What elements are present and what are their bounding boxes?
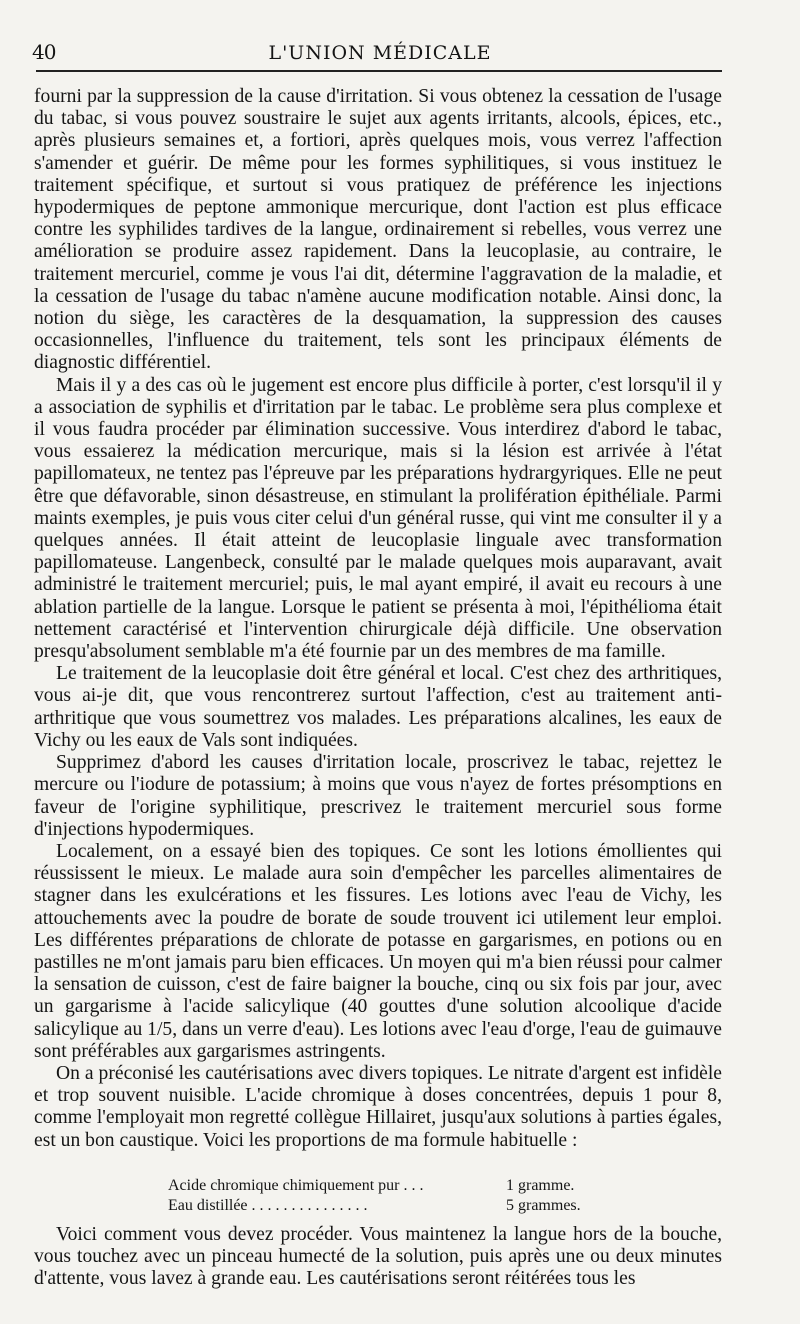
paragraph: Le traitement de la leucoplasie doit être général et local. C'est chez des arthritiques, vous ai-je dit, que vous rencontrerez surtout l'affection, c'est au traitement anti-arthritique que vous soumettrez vos malades. Les préparations alcalines, les eaux de Vichy ou les eaux de Vals sont indiquées. — [34, 663, 722, 751]
header-rule — [36, 70, 722, 72]
page-number: 40 — [32, 40, 56, 64]
formula-row — [168, 1176, 598, 1196]
paragraph: fourni par la suppression de la cause d'irritation. Si vous obtenez la cessation de l'usage du tabac, si vous pouvez soustraire le sujet aux agents irritants, alcools, épices, etc., après plusieurs semaines et, a fortiori, après quelques mois, vous verrez l'affection s'amender et guérir. De même pour les formes syphilitiques, si vous instituez le traitement spécifique, et surtout si vous pratiquez de préférence les injections hypodermiques de peptone ammonique mercurique, dont l'action est plus efficace contre les syphilides tardives de la langue, ordinairement si rebelles, vous verrez une amélioration se produire assez rapidement. Dans la leucoplasie, au contraire, le traitement mercuriel, comme je vous l'ai dit, détermine l'aggravation de la maladie, et la cessation de l'usage du tabac n'amène aucune modification notable. Ainsi donc, la notion du siège, les caractères de la desquamation, la suppression des causes occasionnelles, l'influence du traitement, tels sont les principaux éléments de diagnostic différentiel. — [34, 86, 722, 374]
paragraph: Voici comment vous devez procéder. Vous maintenez la langue hors de la bouche, vous touchez avec un pinceau humecté de la solution, puis après une ou deux minutes d'attente, vous lavez à grande eau. Les cautérisations seront réitérées tous les — [34, 1224, 722, 1290]
formula-row — [168, 1196, 598, 1216]
paragraph: Supprimez d'abord les causes d'irritation locale, proscrivez le tabac, rejettez le mercure ou l'iodure de potassium; à moins que vous n'ayez de fortes présomptions en faveur de l'origine syphilitique, prescrivez le traitement mercuriel sous forme d'injections hypodermiques. — [34, 752, 722, 840]
body-text — [34, 86, 722, 1152]
page-header — [32, 38, 728, 68]
formula-ingredient: Eau distillée . . . . . . . . . . . . . . . — [168, 1197, 368, 1214]
formula-quantity: 1 gramme. — [506, 1177, 575, 1194]
formula-quantity: 5 grammes. — [506, 1197, 581, 1214]
prescription-formula — [168, 1176, 598, 1216]
running-title: L'UNION MÉDICALE — [268, 42, 492, 64]
formula-ingredient: Acide chromique chimiquement pur . . . — [168, 1177, 424, 1194]
paragraph: Mais il y a des cas où le jugement est encore plus difficile à porter, c'est lorsqu'il il y a association de syphilis et d'irritation par le tabac. Le problème sera plus complexe et il vous faudra procéder par élimination successive. Vous interdirez d'abord le tabac, vous essaierez la médication mercurique, mais si la lésion est arrivée à l'état papillomateux, ne tentez pas l'épreuve par les préparations hydrargyriques. Elle ne peut être que défavorable, sinon désastreuse, en stimulant la prolifération épithéliale. Parmi maints exemples, je puis vous citer celui d'un général russe, qui vint me consulter il y a quelques années. Il était atteint de leucoplasie linguale avec transformation papillomateuse. Langenbeck, consulté par le malade quelques mois auparavant, avait administré le traitement mercuriel; puis, le mal ayant empiré, il avait eu recours à une ablation partielle de la langue. Lorsque le patient se présenta à moi, l'épithélioma était nettement caractérisé et l'intervention chirurgicale déjà difficile. Une observation presqu'absolument semblable m'a été fournie par un des membres de ma famille. — [34, 374, 722, 663]
paragraph: Localement, on a essayé bien des topiques. Ce sont les lotions émollientes qui réussissent le mieux. Le malade aura soin d'empêcher les parcelles alimentaires de stagner dans les exulcérations et les fissures. Les lotions avec l'eau de Vichy, les attouchements avec la poudre de borate de soude trouvent ici utilement leur emploi. Les différentes préparations de chlorate de potasse en gargarismes, en potions ou en pastilles ne m'ont jamais paru bien efficaces. Un moyen qui m'a bien réussi pour calmer la sensation de cuisson, c'est de faire baigner la bouche, cinq ou six fois par jour, avec un gargarisme à l'acide salicylique (40 gouttes d'une solution alcoolique d'acide salicylique au 1/5, dans un verre d'eau). Les lotions avec l'eau d'orge, l'eau de guimauve sont préférables aux gargarismes astringents. — [34, 840, 722, 1062]
paragraph: On a préconisé les cautérisations avec divers topiques. Le nitrate d'argent est infidèle et trop souvent nuisible. L'acide chromique à doses concentrées, depuis 1 pour 8, comme l'employait mon regretté collègue Hillairet, jusqu'aux solutions à parties égales, est un bon caustique. Voici les proportions de ma formule habituelle : — [34, 1062, 722, 1151]
